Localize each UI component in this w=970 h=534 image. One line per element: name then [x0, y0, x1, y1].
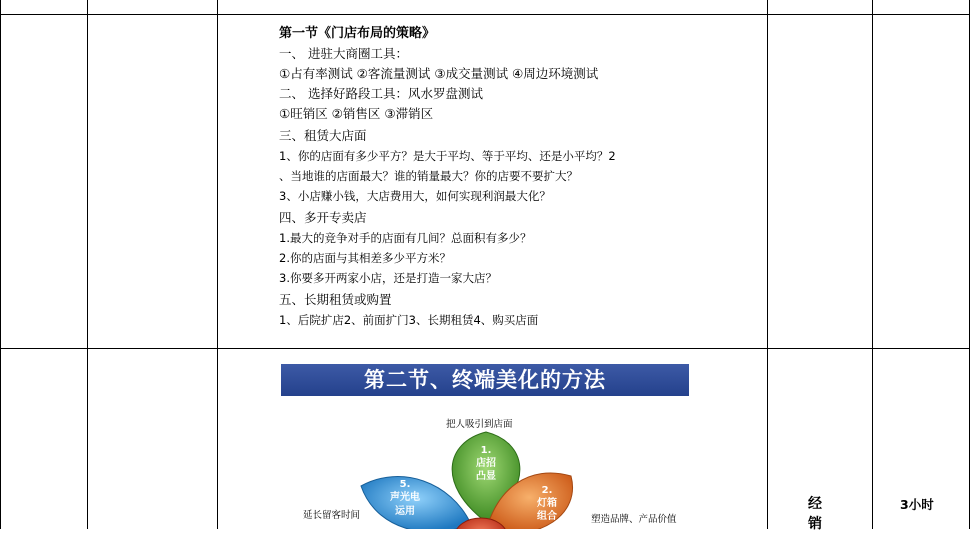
section1-line: 二、 选择好路段工具：风水罗盘测试 — [279, 86, 483, 101]
section1-line: 四、多开专卖店 — [279, 210, 367, 225]
caption-left: 延长留客时间 — [303, 510, 361, 521]
slide-title: 第二节、终端美化的方法 — [364, 368, 606, 392]
column-border — [87, 0, 88, 529]
petal-2-label1: 灯箱 — [537, 498, 557, 509]
column-border — [0, 0, 1, 529]
column-border — [767, 0, 768, 529]
petal-1-num: 1. — [480, 445, 492, 456]
column-border — [872, 0, 873, 529]
caption-top: 把人吸引到店面 — [446, 419, 513, 430]
section1-line: 1、你的店面有多少平方？是大于平均、等于平均、还是小平均？2 — [279, 149, 616, 163]
slide-image — [281, 364, 689, 529]
section1-line: ①旺销区 ②销售区 ③滞销区 — [279, 106, 434, 121]
petal-2-label2: 组合 — [537, 511, 557, 522]
section1-line: 一、 进驻大商圈工具： — [279, 46, 408, 61]
section1-line: 2.你的店面与其相差多少平方米？ — [279, 251, 451, 265]
section1-line: 1.最大的竞争对手的店面有几间？总面积有多少？ — [279, 231, 532, 245]
petal-1-label1: 店招 — [476, 458, 496, 469]
petal-5-label2: 运用 — [395, 506, 415, 517]
section1-line: 1、后院扩店2、前面扩门3、长期租赁4、购买店面 — [279, 313, 539, 327]
section1-line: ①占有率测试 ②客流量测试 ③成交量测试 ④周边环境测试 — [279, 66, 599, 81]
row-border — [0, 348, 970, 349]
section1-title: 第一节《门店布局的策略》 — [279, 26, 436, 41]
petal-5-label1: 声光电 — [390, 492, 420, 503]
petal-1-label2: 凸显 — [476, 471, 496, 482]
section1-line: 、当地谁的店面最大？谁的销量最大？你的店要不要扩大？ — [279, 169, 578, 183]
petal-2-num: 2. — [541, 485, 553, 496]
section1-line: 三、租赁大店面 — [279, 128, 367, 143]
caption-right: 塑造品牌、产品价值 — [591, 514, 677, 525]
section1-line: 五、长期租赁或购置 — [279, 292, 392, 307]
row-border — [0, 14, 970, 15]
section1-line: 3、小店赚小钱，大店费用大，如何实现利润最大化？ — [279, 189, 551, 203]
section1-content — [279, 24, 759, 330]
petal-5-num: 5. — [399, 479, 411, 490]
course-type: 经销 — [808, 496, 822, 532]
course-hours: 3小时 — [900, 497, 934, 512]
column-border — [217, 0, 218, 529]
section1-line: 3.你要多开两家小店，还是打造一家大店？ — [279, 271, 497, 285]
flower-diagram — [281, 364, 689, 529]
